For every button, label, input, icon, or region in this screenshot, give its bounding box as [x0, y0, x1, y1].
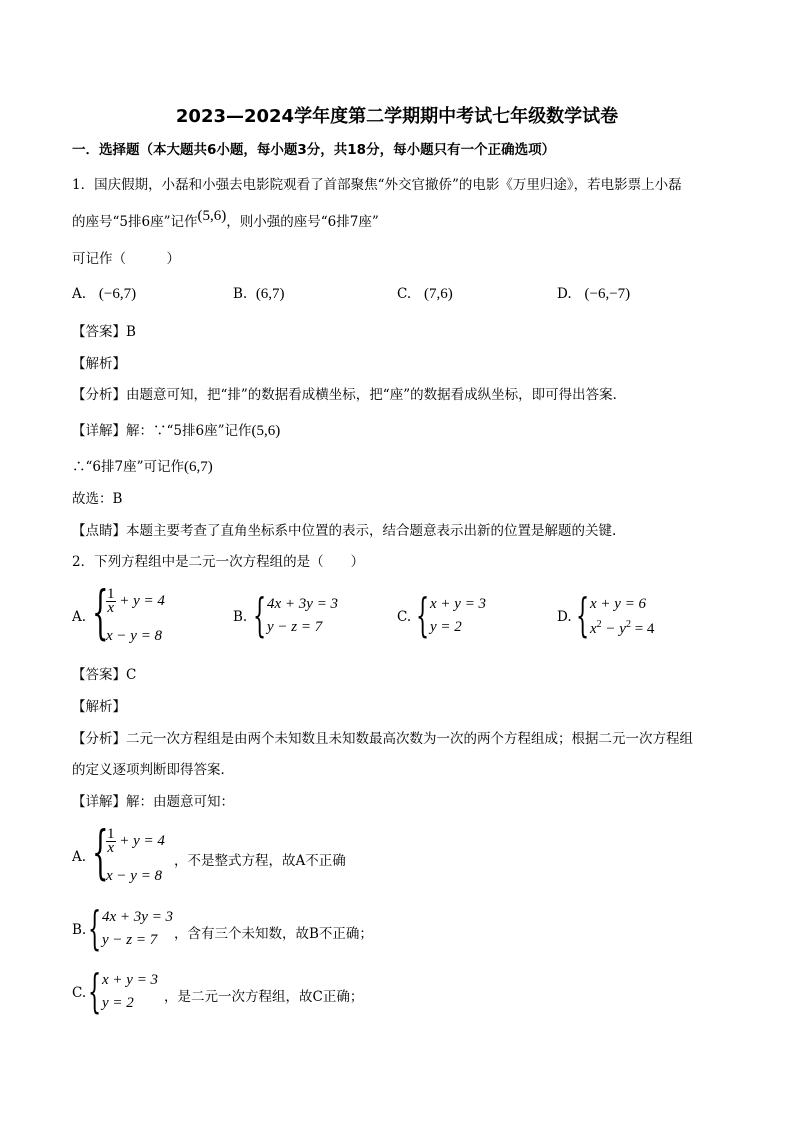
q2-solution-a-note: ，不是整式方程，故A不正确	[174, 853, 346, 869]
q2-analysis-tag: 【解析】	[72, 699, 126, 715]
q2-solution-b-system	[88, 901, 188, 955]
q1-answer: 【答案】B	[72, 324, 136, 340]
equation-row: 4x + 3y = 3	[102, 909, 174, 925]
q1-coord: (5,6)	[197, 208, 227, 224]
page-title: 2023—2024学年度第二学期期中考试七年级数学试卷	[175, 106, 619, 127]
equation-row: y = 2	[102, 995, 134, 1011]
equation-row: x + y = 6	[590, 596, 647, 612]
q2-fenxi: 【分析】二元一次方程组是由两个未知数且未知数最高次数为一次的两个方程组成；根据二元一次方程组	[72, 731, 693, 747]
q1-line2-tail: ，则小强的座号“6排7座”	[226, 214, 379, 230]
q2-solution-b-label: B.	[72, 922, 87, 938]
q1-detail: 【详解】解：∵“5排6座”记作(5,6)	[72, 423, 281, 439]
q1-analysis-tag: 【解析】	[72, 356, 126, 372]
equation-row: y = 2	[430, 619, 462, 635]
q2-option-b-label[interactable]: B.	[233, 609, 248, 625]
q1-option-b[interactable]: B. (6,7)	[233, 286, 285, 302]
q2-option-a-label[interactable]: A.	[72, 609, 87, 625]
brace-icon: {	[92, 818, 109, 886]
q2-answer: 【答案】C	[72, 667, 137, 683]
q1-option-c[interactable]: C. (7,6)	[397, 286, 453, 302]
q2-option-c-system[interactable]	[416, 588, 516, 642]
q1-line1: 1．国庆假期，小磊和小强去电影院观看了首部聚焦“外交官撤侨”的电影《万里归途》，若电影票上小磊	[72, 177, 682, 193]
q1-fenxi: 【分析】由题意可知，把“排”的数据看成横坐标，把“座”的数据看成纵坐标，即可得出答案．	[72, 387, 627, 403]
q2-option-d-system[interactable]	[576, 588, 686, 642]
q2-line1: 2．下列方程组中是二元一次方程组的是（ ）	[72, 554, 365, 570]
q1-option-a[interactable]: A. (−6,7)	[72, 286, 137, 302]
equation-row: $\frac{1}{x}$ + y = 4	[107, 586, 165, 616]
brace-icon: {	[416, 588, 430, 642]
q2-option-c-label[interactable]: C.	[397, 609, 412, 625]
equation-row: $\frac{1}{x}$ + y = 4	[107, 826, 165, 856]
q2-detail: 【详解】解：由题意可知：	[72, 794, 234, 810]
q1-dianjing: 【点睛】本题主要考查了直角坐标系中位置的表示，结合题意表示出新的位置是解题的关键.	[72, 523, 617, 539]
equation-row: x + y = 3	[102, 972, 159, 988]
q2-solution-a-label: A.	[72, 849, 87, 865]
equation-row: 4x + 3y = 3	[267, 596, 339, 612]
q1-option-d[interactable]: D. (−6,−7)	[557, 286, 631, 302]
q2-solution-c-note: ，是二元一次方程组，故C正确；	[164, 989, 364, 1005]
q1-line2	[72, 208, 379, 231]
equation-row: x − y = 8	[106, 868, 163, 884]
q2-solution-b-note: ，含有三个未知数，故B不正确；	[174, 926, 373, 942]
equation-row: y − z = 7	[102, 932, 158, 948]
brace-icon: {	[92, 578, 109, 646]
brace-icon: {	[576, 588, 590, 642]
equation-row: x − y = 8	[106, 628, 163, 644]
q1-detail2: ∴“6排7座”可记作(6,7)	[72, 459, 213, 475]
brace-icon: {	[88, 964, 102, 1018]
brace-icon: {	[253, 588, 267, 642]
q2-solution-c-label: C.	[72, 985, 87, 1001]
equation-row: $x^2 - y^2 = 4$	[590, 619, 655, 637]
q2-option-a-system[interactable]	[92, 578, 182, 650]
q2-option-d-label[interactable]: D.	[557, 609, 572, 625]
equation-row: y − z = 7	[267, 619, 323, 635]
section-heading: 一．选择题（本大题共6小题，每小题3分，共18分，每小题只有一个正确选项）	[72, 142, 556, 158]
equation-row: x + y = 3	[430, 596, 487, 612]
q1-line3: 可记作（ ）	[72, 251, 180, 267]
q2-option-b-system[interactable]	[253, 588, 353, 642]
q1-choose: 故选：B	[72, 491, 123, 507]
q2-fenxi-cont: 的定义逐项判断即得答案．	[72, 762, 234, 778]
q2-solution-a-system	[92, 818, 182, 890]
q1-line2-text: 的座号“5排6座”记作	[72, 214, 198, 230]
brace-icon: {	[88, 901, 102, 955]
